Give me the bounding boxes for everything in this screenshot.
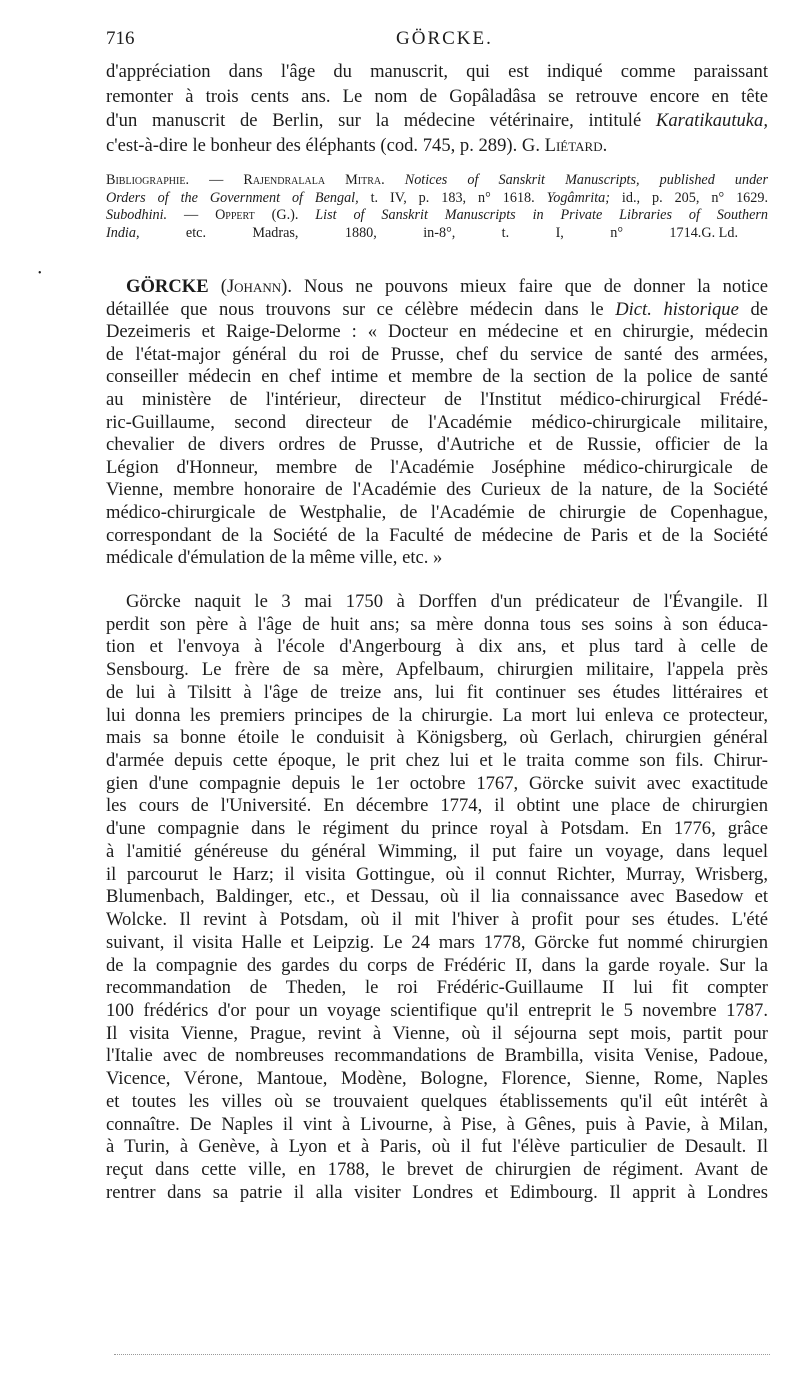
text-line: il parcourut le Harz; il visita Gottingue, où il connut Richter, Murray, Wrisberg,: [106, 863, 768, 885]
text-line: Vienne, membre honoraire de l'Académie des Curieux de la nature, de la Société: [106, 479, 768, 501]
text-line: d'armée depuis cette époque, le prit chez lui et le traita comme son fils. Chirur-: [106, 750, 768, 772]
footer-dotted-rule: [114, 1354, 770, 1355]
text-line: 100 frédérics d'or pour un voyage scientifique qu'il entreprit le 5 novembre 1787.: [106, 999, 768, 1021]
bibliography-note: [106, 172, 768, 242]
text-line: au ministère de l'intérieur, directeur de l'Institut médico-chirurgical Frédé-: [106, 388, 768, 410]
text-line: correspondant de la Société de la Faculté de médecine de Paris et de la Société: [106, 524, 768, 546]
text-line: de la compagnie des gardes du corps de Frédéric II, dans la garde royale. Sur la: [106, 954, 768, 976]
text-line: mais sa bonne étoile le conduisit à Königsberg, où Gerlach, chirurgien général: [106, 727, 768, 749]
text-line: de lui à Tilsitt à l'âge de treize ans, lui fit continuer ses études littéraires et: [106, 681, 768, 703]
text-line: médicale d'émulation de la même ville, etc. »: [106, 547, 443, 569]
text-line: Wolcke. Il revint à Potsdam, où il mit l'hiver à profit pour ses études. L'été: [106, 909, 768, 931]
running-head: GÖRCKE.: [396, 28, 493, 49]
text-line: Il visita Vienne, Prague, revint à Vienne, où il séjourna sept mois, partit pour: [106, 1022, 768, 1044]
text-line: connaître. De Naples il vint à Livourne, à Pise, à Gênes, puis à Pavie, à Milan,: [106, 1113, 768, 1135]
text-line: Sensbourg. Le frère de sa mère, Apfelbaum, chirurgien militaire, l'appela près: [106, 659, 768, 681]
text-line: d'appréciation dans l'âge du manuscrit, qui est indiqué comme paraissant: [106, 61, 768, 82]
bibliography-signature: G. Ld.: [701, 224, 738, 241]
text-line: et toutes les villes où se trouvaient quelques établissements qu'il eût intérêt à: [106, 1090, 768, 1112]
text-line: détaillée que nous trouvons sur ce célèbre médecin dans le Dict. historique de: [106, 298, 768, 320]
page-header: [106, 28, 768, 54]
text-line: rentrer dans sa patrie il alla visiter Londres et Edimbourg. Il apprit à Londres: [106, 1181, 768, 1203]
text-line: ric-Guillaume, second directeur de l'Académie médico-chirurgicale militaire,: [106, 411, 768, 433]
text-line: c'est-à-dire le bonheur des éléphants (cod. 745, p. 289). G. Liétard.: [106, 134, 608, 156]
text-line: Orders of the Government of Bengal, t. IV, p. 183, n° 1618. Yogâmrita; id., p. 205, n° 1629.: [106, 189, 769, 206]
text-line: de l'état-major général du roi de Prusse, chef du service de santé des armées,: [106, 343, 768, 365]
text-line: d'un manuscrit de Berlin, sur la médecine vétérinaire, intitulé Karatikautuka,: [106, 110, 768, 131]
text-line: Görcke naquit le 3 mai 1750 à Dorffen d'un prédicateur de l'Évangile. Il: [126, 591, 768, 612]
text-line: tion et l'envoya à l'école d'Angerbourg à dix ans, et plus tard à celle de: [106, 636, 768, 658]
text-line: Blumenbach, Baldinger, etc., et Dessau, où il lia connaissance avec Basedow et: [106, 886, 768, 908]
text-line: Vicence, Vérone, Mantoue, Modène, Bologne, Florence, Sienne, Rome, Naples: [106, 1068, 768, 1090]
text-line: à Turin, à Genève, à Lyon et à Paris, où il fut l'élève particulier de Desault. Il: [106, 1136, 768, 1158]
text-line: GÖRCKE (Johann). Nous ne pouvons mieux faire que de donner la notice: [126, 276, 769, 297]
text-line: Légion d'Honneur, membre de l'Académie Joséphine médico-chirurgicale de: [106, 456, 768, 478]
text-line: gien d'une compagnie depuis le 1er octobre 1767, Görcke suivit avec exactitude: [106, 772, 768, 794]
article-gorcke-intro: [106, 276, 768, 570]
margin-mark: •: [38, 268, 42, 279]
previous-article-ending: [106, 60, 768, 158]
text-line: Dezeimeris et Raige-Delorme : « Docteur en médecine et en chirurgie, médecin: [106, 321, 768, 343]
text-line: recommandation de Theden, le roi Frédéric-Guillaume II lui fit compter: [106, 977, 768, 999]
text-line: les cours de l'Université. En décembre 1774, il obtint une place de chirurgien: [106, 795, 768, 817]
text-line: l'Italie avec de nombreuses recommandations de Brambilla, visita Venise, Padoue,: [106, 1045, 768, 1067]
text-line: India, etc. Madras, 1880, in-8°, t. I, n° 1714. G. Ld.: [106, 225, 768, 243]
bibliography-label: Bibliographie.: [106, 172, 190, 188]
text-line: lui donna les premiers principes de la chirurgie. La mort lui enleva ce protecteur,: [106, 704, 768, 726]
text-line: Bibliographie. — Rajendralala Mitra. Notices of Sanskrit Manuscripts, published under: [106, 172, 769, 188]
author-signature: Liétard.: [544, 134, 608, 156]
article-gorcke-biography: [106, 591, 768, 1204]
page-number: 716: [106, 28, 135, 49]
text-line: conseiller médecin en chef intime et membre de la section de la police de santé: [106, 366, 768, 388]
text-line: d'une compagnie dans le régiment du prince royal à Potsdam. En 1776, grâce: [106, 818, 768, 840]
text-line: médico-chirurgicale de Westphalie, de l'Académie de chirurgie de Copenhague,: [106, 501, 768, 523]
text-line: remonter à trois cents ans. Le nom de Gopâladâsa se retrouve encore en tête: [106, 85, 768, 107]
text-line: Subodhini. — Oppert (G.). List of Sanskrit Manuscripts in Private Libraries of Southern: [106, 207, 769, 223]
text-line: chevalier de divers ordres de Prusse, d'Autriche et de Russie, officier de la: [106, 434, 768, 456]
text-line: perdit son père à l'âge de huit ans; sa mère donna tous ses soins à son éduca-: [106, 613, 768, 635]
article-headword: GÖRCKE: [126, 276, 209, 297]
text-line: à l'amitié généreuse du général Wimming, il put faire un voyage, dans lequel: [106, 840, 768, 862]
text-line: suivant, il visita Halle et Leipzig. Le 24 mars 1778, Görcke fut nommé chirurgien: [106, 931, 768, 953]
text-line: reçut dans cette ville, en 1788, le brevet de chirurgien de régiment. Avant de: [106, 1158, 768, 1180]
